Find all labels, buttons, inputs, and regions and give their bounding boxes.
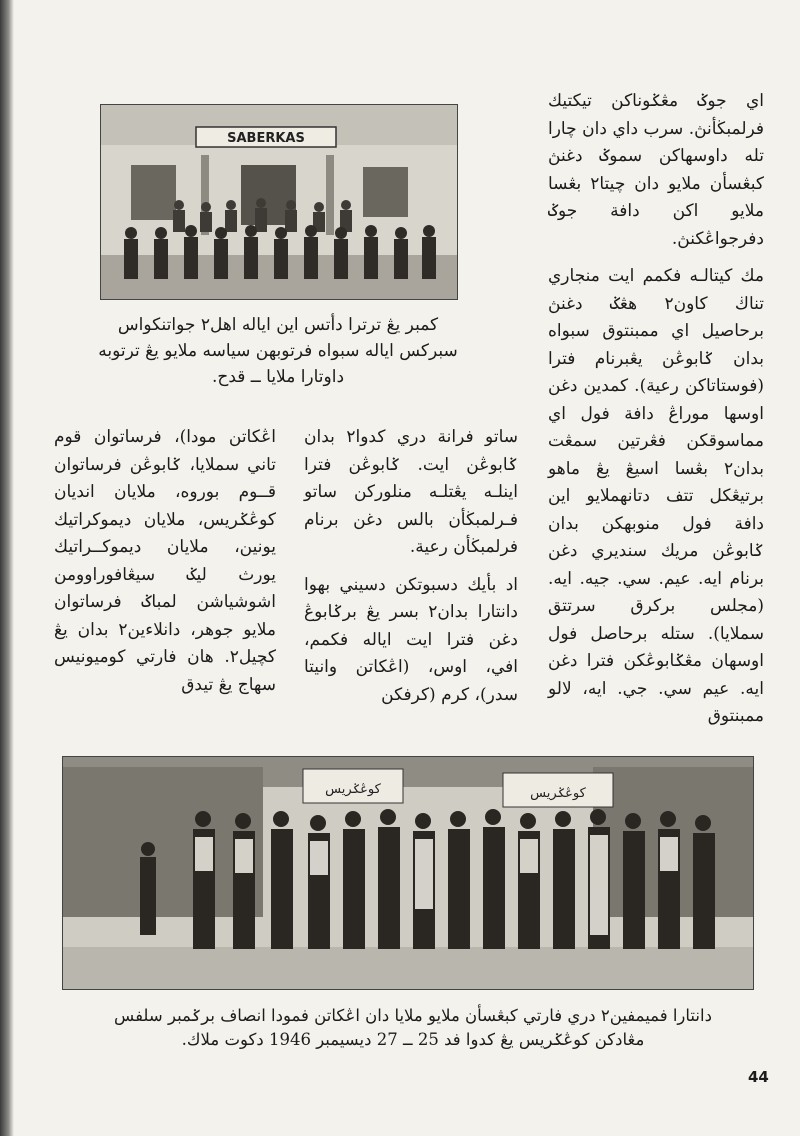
congress-banner-right-text: كوڠݢريس [530,786,586,801]
column-right-paragraph-1: اي جوݢ مڠݢوناكن تيكتيك فرلمبڬأنڽ. سرب داي دان چارا تله داوسهاكن سموݢ دغنڽ كبڠسأن ملايو دان چيتا٢ بڠسا ملايو اكن دافة جوݢ دفرجواڠكنڽ. [548,91,764,249]
column-middle [304,424,518,719]
photo-bottom-caption [92,1004,734,1052]
column-middle-paragraph-2: اد بأيك دسبوتكن دسيني بهوا دانتارا بدان٢ بسر يڠ برݢابوڠ دغن فترا ايت اياله فكمم، افي، اوس، (اڠكاتن وانيتا سدر)، كرم (كرفكن [304,574,518,705]
column-left-paragraph-1: اڠكاتن مودا)، فرساتوان قوم تاني سملايا، ݢابوڠن فرساتوان قــوم بوروه، ملايان انديان كوڠݢريس، ملايان ديموكراتيك يونين، ملايان ديموكــراتيك يورث ليݢ سيڠافوراوومن اشوشياشن لمباݢ فرساتوان ملايو جوهر، دانلاءين٢ بدان يڠ كچيل٢. هان فارتي كوميونيس سهاج يڠ تيدق [54,427,276,695]
congress-banner-left-text: كوڠݢريس [325,782,381,797]
photo-top-caption-block [92,312,464,390]
photo-saberkas-committee [100,104,458,300]
column-right [548,88,764,741]
page-binding-edge [0,0,14,1136]
column-left [54,424,276,709]
column-middle-paragraph-1: ساتو فرانة دري كدوا٢ بدان ݢابوڠن ايت. ݢابوڠن فترا اينلـه يڠتلـه منلوركن ساتو فـرلمبڬأن بالس دغن برنام فرلمبڬأن رعية. [304,427,518,557]
photo-bottom-caption-line-1: دانتارا فميمفين٢ دري فارتي كبڠسأن ملايو ملايا دان اڠكاتن فمودا انصاف برݢمبر سلفس [114,1006,712,1025]
column-right-paragraph-2: مك كيتالـه فكمم ايت منجاري تناڬ كاون٢ هڠݢ دغنڽ برحاصيل اي ممبنتوق سبواه بدان ݢابوڠن يڠبرنام فترا (فوستاتاكن رعية). كمدين دغن اوسها موراڠ دافة فول اي مماسوقكن فڠرتين سمڠت بدان٢ بڠسا اسيڠ يڠ ماهو برتيڠكل تتف دتانهملايو اين دافة فول منوبهكن بدان ݢابوڠن مريك سنديري دغن برنام ايه. عيم. سي. جيه. ايه. (مجلس بركرق سرتتق سملايا). ستله برحاصل فول اوسهان مڠݢابوڠكن فترا دغن ايه. عيم سي. جي. ايه، لالو ممبنتوق [548,266,764,726]
photo-congress-group [62,756,754,990]
photo-top-caption-text: كمبر يڠ ترترا دأتس اين اياله اهل٢ جواتنكواس سبركس اياله سبواه فرتوبهن سياسه ملايو يڠ ترتوبه داوتارا ملايا ــ قدح. [98,315,458,387]
photo-bottom-caption-line-2: مڠادكن كوڠݢريس يڠ كدوا فد 25 ــ 27 ديسيمبر 1946 دكوت ملاك. [181,1030,645,1049]
saberkas-sign-text: SABERKAS [227,131,305,146]
page-number: 44 [748,1068,769,1086]
